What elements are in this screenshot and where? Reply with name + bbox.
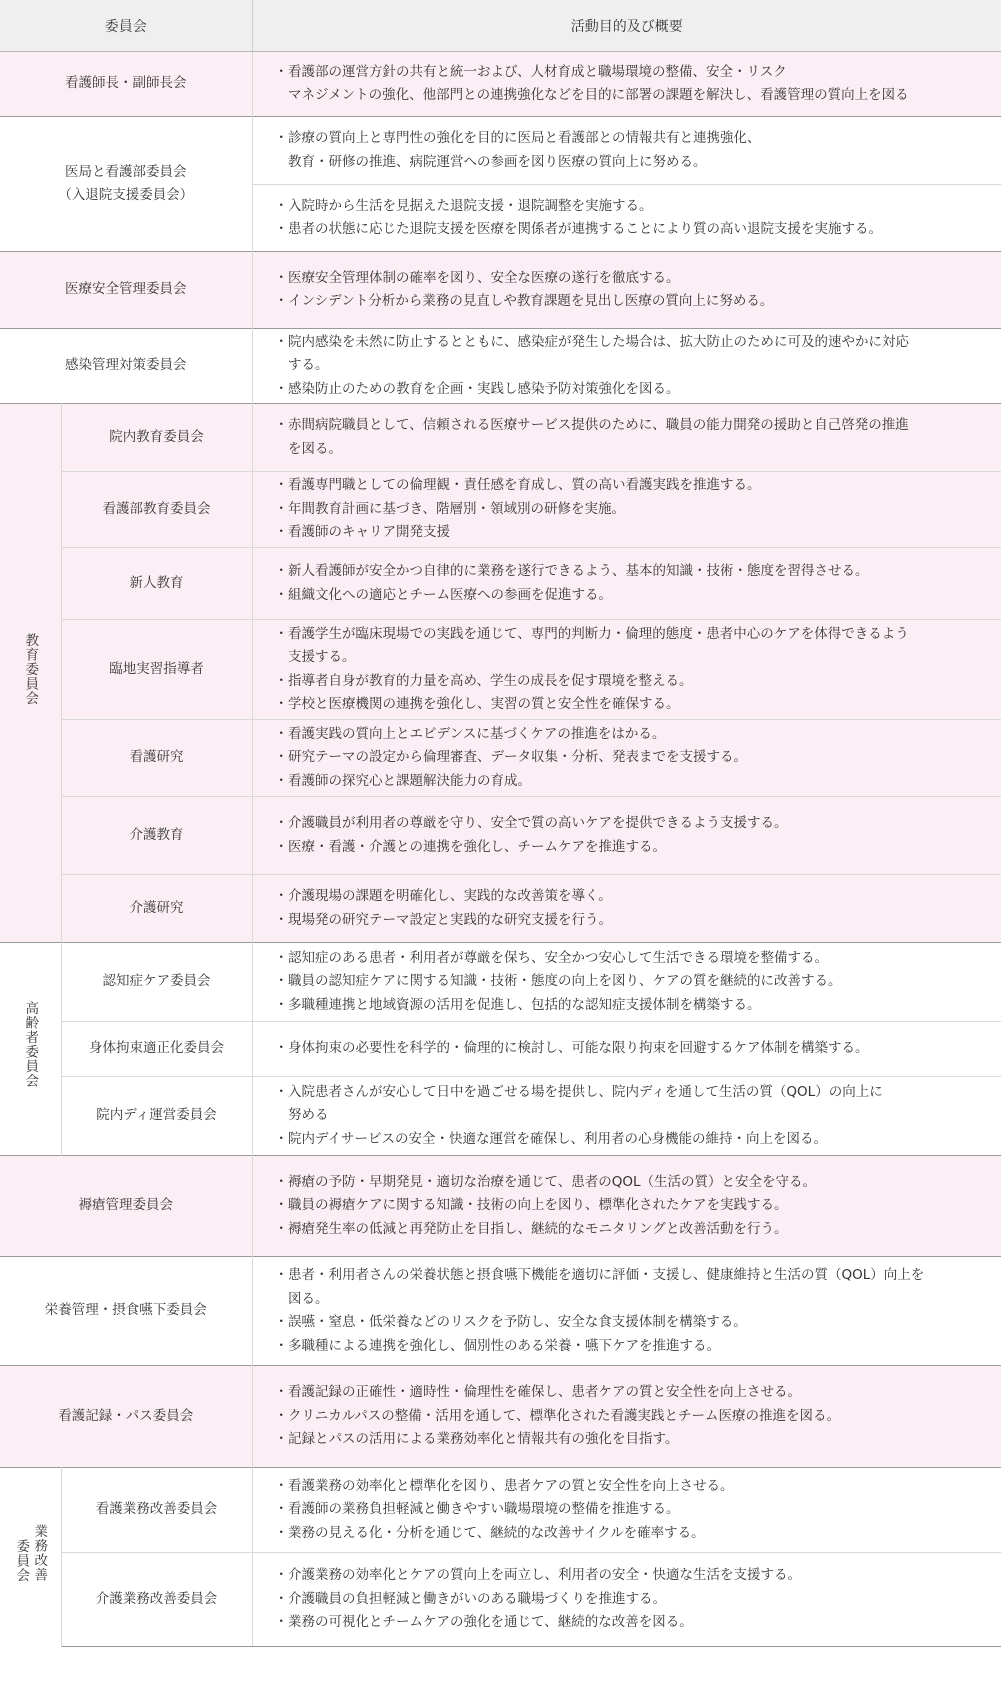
desc-line: ・院内デイサービスの安全・快適な運営を確保し、利用者の心身機能の維持・向上を図る。 bbox=[274, 1130, 828, 1147]
desc-line: ・入院時から生活を見据えた退院支援・退院調整を実施する。 bbox=[274, 197, 653, 214]
committee-description bbox=[252, 1156, 1001, 1257]
committee-name: 認知症ケア委員会 bbox=[61, 943, 252, 1022]
table-row bbox=[0, 943, 1001, 1022]
committee-description bbox=[252, 875, 1001, 943]
desc-line: ・年間教育計画に基づき、階層別・領域別の研修を実施。 bbox=[274, 500, 625, 517]
desc-line: ・現場発の研究テーマ設定と実践的な研究支援を行う。 bbox=[274, 911, 612, 928]
table-row bbox=[0, 620, 1001, 720]
group-label-text: 教育委員会 bbox=[22, 632, 39, 705]
table-row bbox=[0, 1077, 1001, 1156]
committee-description bbox=[252, 1022, 1001, 1077]
desc-line: ・患者・利用者さんの栄養状態と摂食嚥下機能を適切に評価・支援し、健康維持と生活の質（QOL）向上を bbox=[274, 1267, 925, 1283]
desc-line: ・看護師の探究心と課題解決能力の育成。 bbox=[274, 772, 531, 789]
committee-description bbox=[252, 1077, 1001, 1156]
committee-description bbox=[252, 404, 1001, 472]
desc-line: を図る。 bbox=[274, 440, 342, 457]
committee-name: 看護記録・パス委員会 bbox=[0, 1366, 252, 1468]
committee-name: 看護部教育委員会 bbox=[61, 472, 252, 548]
desc-line: ・職員の褥瘡ケアに関する知識・技術の向上を図り、標準化されたケアを実践する。 bbox=[274, 1197, 788, 1214]
committee-description bbox=[252, 472, 1001, 548]
desc-line: ・診療の質向上と専門性の強化を目的に医局と看護部との情報共有と連携強化、 bbox=[274, 130, 761, 146]
committee-description bbox=[252, 943, 1001, 1022]
desc-line: する。 bbox=[274, 357, 329, 374]
desc-line: 努める bbox=[274, 1107, 329, 1124]
desc-line: ・褥瘡発生率の低減と再発防止を目指し、継続的なモニタリングと改善活動を行う。 bbox=[274, 1220, 788, 1237]
committee-description bbox=[252, 52, 1001, 117]
group-label-text: 高齢者委員会 bbox=[22, 1001, 39, 1089]
group-label-work-improvement bbox=[0, 1468, 61, 1647]
desc-line: ・職員の認知症ケアに関する知識・技術・態度の向上を図り、ケアの質を継続的に改善する。 bbox=[274, 973, 842, 990]
desc-line: ・多職種による連携を強化し、個別性のある栄養・嚥下ケアを推進する。 bbox=[274, 1337, 720, 1354]
table-row bbox=[0, 1257, 1001, 1366]
desc-line: ・看護部の運営方針の共有と統一および、人材育成と職場環境の整備、安全・リスク bbox=[274, 63, 787, 80]
desc-line: ・医療安全管理体制の確率を図り、安全な医療の遂行を徹底する。 bbox=[274, 269, 680, 286]
desc-line: ・介護職員が利用者の尊厳を守り、安全で質の高いケアを提供できるよう支援する。 bbox=[274, 815, 788, 831]
desc-line: ・介護現場の課題を明確化し、実践的な改善策を導く。 bbox=[274, 888, 612, 904]
desc-line: ・看護師のキャリア開発支援 bbox=[274, 524, 450, 541]
committee-description bbox=[252, 329, 1001, 404]
table-row bbox=[0, 404, 1001, 472]
table-row bbox=[0, 548, 1001, 620]
desc-line: マネジメントの強化、他部門との連携強化などを目的に部署の課題を解決し、看護管理の質向上を図る bbox=[274, 87, 909, 103]
committee-description bbox=[252, 117, 1001, 185]
committee-name: 院内教育委員会 bbox=[61, 404, 252, 472]
committee-description bbox=[252, 1468, 1001, 1553]
desc-line: ・指導者自身が教育的力量を高め、学生の成長を促す環境を整える。 bbox=[274, 672, 693, 689]
table-row bbox=[0, 1022, 1001, 1077]
committee-name: 臨地実習指導者 bbox=[61, 620, 252, 720]
committee-name: 介護教育 bbox=[61, 797, 252, 875]
desc-line: ・介護職員の負担軽減と働きがいのある職場づくりを推進する。 bbox=[274, 1590, 666, 1607]
desc-line: ・インシデント分析から業務の見直しや教育課題を見出し医療の質向上に努める。 bbox=[274, 293, 774, 309]
header-committee: 委員会 bbox=[0, 0, 252, 52]
desc-line: ・赤間病院職員として、信頼される医療サービス提供のために、職員の能力開発の援助と自己啓発の推進 bbox=[274, 417, 909, 433]
desc-line: ・身体拘束の必要性を科学的・倫理的に検討し、可能な限り拘束を回避するケア体制を構築する。 bbox=[274, 1040, 869, 1057]
desc-line: ・褥瘡の予防・早期発見・適切な治療を通じて、患者のQOL（生活の質）と安全を守る。 bbox=[274, 1173, 817, 1190]
desc-line: ・介護業務の効率化とケアの質向上を両立し、利用者の安全・快適な生活を支援する。 bbox=[274, 1567, 801, 1584]
desc-line: ・記録とパスの活用による業務効率化と情報共有の強化を目指す。 bbox=[274, 1431, 679, 1448]
desc-line: 支援する。 bbox=[274, 649, 356, 665]
desc-line: ・誤嚥・窒息・低栄養などのリスクを予防し、安全な食支援体制を構築する。 bbox=[274, 1314, 747, 1330]
committee-name-line: 医局と看護部委員会 bbox=[65, 163, 187, 180]
table-row bbox=[0, 1553, 1001, 1647]
committee-name-line: （入退院支援委員会） bbox=[58, 187, 194, 203]
table-row bbox=[0, 117, 1001, 185]
table-row bbox=[0, 1468, 1001, 1553]
committee-description bbox=[252, 620, 1001, 720]
desc-line: 教育・研修の推進、病院運営への参画を図り医療の質向上に努める。 bbox=[274, 153, 707, 170]
desc-line: ・看護実践の質向上とエビデンスに基づくケアの推進をはかる。 bbox=[274, 725, 666, 742]
committee-description bbox=[252, 1257, 1001, 1366]
committee-description bbox=[252, 1553, 1001, 1647]
table-row bbox=[0, 52, 1001, 117]
committee-description bbox=[252, 1366, 1001, 1468]
table-row bbox=[0, 720, 1001, 797]
committee-description bbox=[252, 720, 1001, 797]
committee-description bbox=[252, 252, 1001, 329]
group-label-text: 業務改善 bbox=[31, 1524, 48, 1582]
group-label-elderly bbox=[0, 943, 61, 1156]
desc-line: ・クリニカルパスの整備・活用を通して、標準化された看護実践とチーム医療の推進を図る。 bbox=[274, 1407, 841, 1424]
desc-line: 図る。 bbox=[274, 1290, 329, 1307]
desc-line: ・入院患者さんが安心して日中を過ごせる場を提供し、院内ディを通して生活の質（QOL）の向上に bbox=[274, 1083, 883, 1100]
committee-name: 看護業務改善委員会 bbox=[61, 1468, 252, 1553]
committee-description bbox=[252, 548, 1001, 620]
committee-name bbox=[0, 117, 252, 252]
group-label-text: 委員会 bbox=[13, 1538, 30, 1582]
desc-line: ・多職種連携と地域資源の活用を促進し、包括的な認知症支援体制を構築する。 bbox=[274, 996, 761, 1013]
table-row bbox=[0, 1366, 1001, 1468]
committee-name: 介護研究 bbox=[61, 875, 252, 943]
desc-line: ・看護学生が臨床現場での実践を通じて、専門的判断力・倫理的態度・患者中心のケアを体得できるよう bbox=[274, 625, 909, 642]
committee-name: 介護業務改善委員会 bbox=[61, 1553, 252, 1647]
desc-line: ・看護業務の効率化と標準化を図り、患者ケアの質と安全性を向上させる。 bbox=[274, 1477, 734, 1494]
committee-name: 褥瘡管理委員会 bbox=[0, 1156, 252, 1257]
desc-line: ・認知症のある患者・利用者が尊厳を保ち、安全かつ安心して生活できる環境を整備する。 bbox=[274, 949, 828, 966]
committee-name: 新人教育 bbox=[61, 548, 252, 620]
committee-name: 看護師長・副師長会 bbox=[0, 52, 252, 117]
desc-line: ・業務の見える化・分析を通じて、継続的な改善サイクルを確率する。 bbox=[274, 1524, 705, 1541]
committee-description bbox=[252, 797, 1001, 875]
desc-line: ・看護専門職としての倫理観・責任感を育成し、質の高い看護実践を推進する。 bbox=[274, 477, 761, 494]
table-header bbox=[0, 0, 1001, 52]
header-purpose: 活動目的及び概要 bbox=[252, 0, 1001, 52]
desc-line: ・看護師の業務負担軽減と働きやすい職場環境の整備を推進する。 bbox=[274, 1501, 680, 1518]
table-row bbox=[0, 472, 1001, 548]
committee-name: 感染管理対策委員会 bbox=[0, 329, 252, 404]
committee-name: 看護研究 bbox=[61, 720, 252, 797]
desc-line: ・業務の可視化とチームケアの強化を通じて、継続的な改善を図る。 bbox=[274, 1614, 693, 1631]
desc-line: ・医療・看護・介護との連携を強化し、チームケアを推進する。 bbox=[274, 838, 666, 855]
committee-name: 栄養管理・摂食嚥下委員会 bbox=[0, 1257, 252, 1366]
committee-name: 院内ディ運営委員会 bbox=[61, 1077, 252, 1156]
desc-line: ・学校と医療機関の連携を強化し、実習の質と安全性を確保する。 bbox=[274, 696, 680, 712]
table-row bbox=[0, 875, 1001, 943]
committee-name: 身体拘束適正化委員会 bbox=[61, 1022, 252, 1077]
committee-name: 医療安全管理委員会 bbox=[0, 252, 252, 329]
desc-line: ・研究テーマの設定から倫理審査、データ収集・分析、発表までを支援する。 bbox=[274, 749, 747, 766]
table-row bbox=[0, 329, 1001, 404]
desc-line: ・看護記録の正確性・適時性・倫理性を確保し、患者ケアの質と安全性を向上させる。 bbox=[274, 1384, 801, 1401]
table-row bbox=[0, 252, 1001, 329]
desc-line: ・患者の状態に応じた退院支援を医療を関係者が連携することにより質の高い退院支援を実施する。 bbox=[274, 221, 882, 237]
desc-line: ・新人看護師が安全かつ自律的に業務を遂行できるよう、基本的知識・技術・態度を習得させる。 bbox=[274, 563, 869, 579]
committee-description bbox=[252, 185, 1001, 252]
desc-line: ・感染防止のための教育を企画・実践し感染予防対策強化を図る。 bbox=[274, 380, 680, 397]
group-label-education bbox=[0, 404, 61, 943]
table-row bbox=[0, 1156, 1001, 1257]
desc-line: ・組織文化への適応とチーム医療への参画を促進する。 bbox=[274, 586, 612, 603]
table-row bbox=[0, 797, 1001, 875]
desc-line: ・院内感染を未然に防止するとともに、感染症が発生した場合は、拡大防止のために可及的速やかに対応 bbox=[274, 333, 909, 350]
